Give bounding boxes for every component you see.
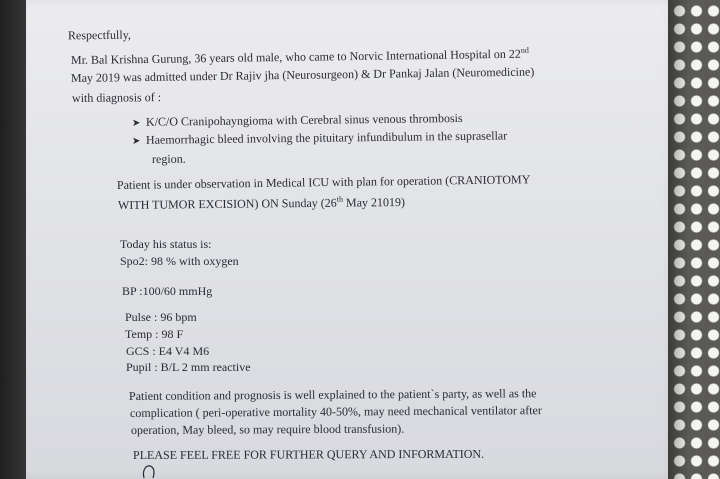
observation-line-2-superscript: th (336, 194, 343, 204)
intro-line-3: with diagnosis of : (71, 90, 162, 105)
observation-line-2 (118, 194, 405, 213)
status-spo2: Spo2: 98 % with oxygen (120, 254, 239, 268)
prognosis-line-2: complication ( peri-operative mortality 40-50%, may need mechanical ventilator after (129, 403, 542, 420)
diagnosis-item-2-continued: region. (151, 151, 186, 166)
arrow-bullet-icon: ➤ (131, 117, 141, 129)
perforated-panel-shadow (668, 0, 720, 479)
diagnosis-item-2-text: Haemorrhagic bleed involving the pituitary infundibulum in the suprasellar (145, 128, 508, 147)
closing-note: PLEASE FEEL FREE FOR FURTHER QUERY AND INFORMATION. (132, 446, 485, 462)
diagnosis-item-1-text: K/C/O Cranipohayngioma with Cerebral sinus venous thrombosis (145, 110, 463, 129)
intro-line-2: May 2019 was admitted under Dr Rajiv jha (Neurosurgeon) & Dr Pankaj Jalan (Neuromedicine) (70, 64, 535, 85)
intro-line-1-text: Mr. Bal Krishna Gurung, 36 years old male, who came to Norvic International Hospital on 22 (70, 46, 521, 67)
handwritten-mark (138, 462, 162, 479)
arrow-bullet-icon: ➤ (131, 135, 141, 147)
observation-line-2-tail: May 21019) (342, 194, 406, 210)
status-bp: BP :100/60 mmHg (122, 284, 213, 298)
status-temp: Temp : 98 F (125, 327, 184, 341)
prognosis-line-1: Patient condition and prognosis is well explained to the patient`s party, as well as the (128, 386, 537, 403)
status-heading: Today his status is: (120, 237, 212, 251)
observation-line-2-text: WITH TUMOR EXCISION) ON Sunday (26 (117, 195, 337, 212)
status-pulse: Pulse : 96 bpm (125, 310, 197, 324)
prognosis-line-3: operation, May bleed, so may require blood transfusion). (130, 421, 405, 437)
status-pupil: Pupil : B/L 2 mm reactive (126, 360, 251, 374)
intro-line-1-superscript: nd (520, 45, 529, 55)
observation-line-1: Patient is under observation in Medical ICU with plan for operation (CRANIOTOMY (116, 172, 531, 192)
salutation: Respectfully, (67, 27, 131, 43)
status-gcs: GCS : E4 V4 M6 (126, 344, 210, 358)
